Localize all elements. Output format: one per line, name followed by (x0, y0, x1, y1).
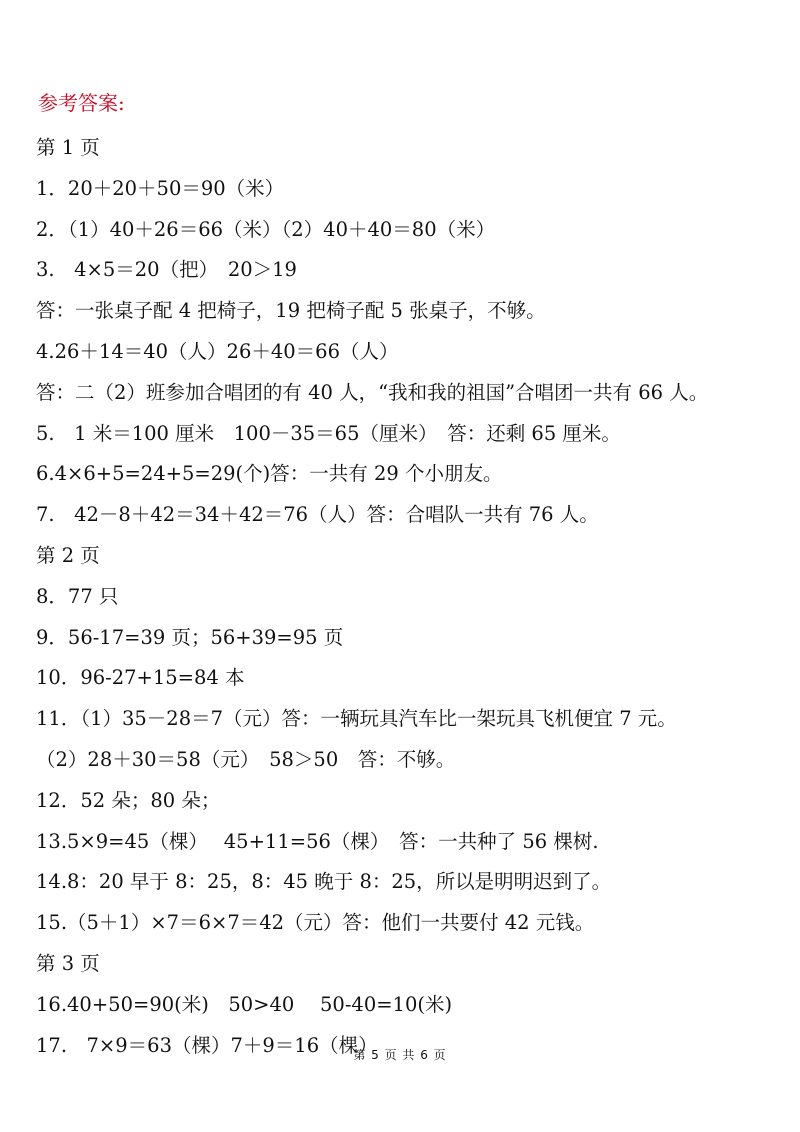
answer-line: 11．（1）35－28＝7（元）答：一辆玩具汽车比一架玩具飞机便宜 7 元。 (36, 707, 677, 731)
answer-line: 7. 42－8＋42＝34＋42＝76（人）答：合唱队一共有 76 人。 (36, 503, 599, 527)
answer-line: 答：一张桌子配 4 把椅子，19 把椅子配 5 张桌子，不够。 (36, 299, 546, 323)
answer-lines (36, 128, 776, 1066)
answer-line: 8．77 只 (36, 584, 119, 608)
answer-key-heading: 参考答案: (38, 91, 125, 115)
answer-line: 答：二（2）班参加合唱团的有 40 人，“我和我的祖国”合唱团一共有 66 人。 (36, 380, 709, 404)
answer-line: 14.8：20 早于 8：25，8：45 晚于 8：25，所以是明明迟到了。 (36, 870, 612, 894)
answer-line: 13.5×9=45（棵） 45+11=56（棵） 答：一共种了 56 棵树. (36, 829, 599, 853)
answer-line: 第 1 页 (36, 136, 100, 159)
answer-line: 12．52 朵；80 朵； (36, 788, 221, 812)
answer-line: 17. 7×9＝63（棵）7＋9＝16（棵） (36, 1033, 378, 1057)
answer-line: 4.26＋14＝40（人）26＋40＝66（人） (36, 339, 399, 363)
answer-line: 2．（1）40＋26＝66（米）（2）40＋40＝80（米） (36, 217, 496, 241)
answer-line: 5. 1 米＝100 厘米 100－35＝65（厘米） 答：还剩 65 厘米。 (36, 421, 621, 445)
answer-line: 9．56-17=39 页；56+39=95 页 (36, 625, 344, 649)
answer-line: 3. 4×5＝20（把） 20＞19 (36, 258, 297, 282)
answer-line: （2）28＋30＝58（元） 58＞50 答：不够。 (36, 747, 456, 771)
answer-line: 1．20＋20＋50＝90（米） (36, 176, 285, 200)
page-footer: 第 5 页 共 6 页 (353, 1048, 447, 1062)
answer-line: 第 2 页 (36, 543, 100, 567)
answer-line: 第 3 页 (36, 951, 100, 975)
answer-line: 16.40+50=90(米) 50>40 50-40=10(米) (36, 992, 453, 1016)
answer-line: 6.4×6+5=24+5=29(个)答：一共有 29 个小朋友。 (36, 462, 503, 486)
answer-line: 15.（5＋1）×7＝6×7＝42（元）答：他们一共要付 42 元钱。 (36, 911, 595, 935)
answer-line: 10．96-27+15=84 本 (36, 666, 245, 690)
